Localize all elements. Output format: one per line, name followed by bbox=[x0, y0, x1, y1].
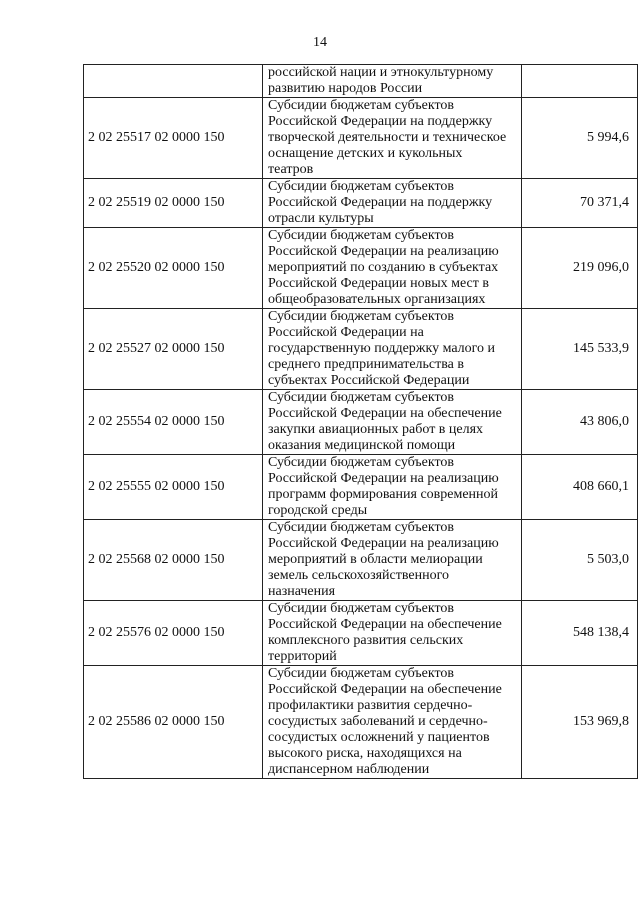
budget-code-cell: 2 02 25586 02 0000 150 bbox=[84, 666, 263, 779]
description-cell bbox=[263, 309, 522, 390]
description-cell bbox=[263, 666, 522, 779]
amount-cell: 70 371,4 bbox=[522, 179, 638, 228]
description-line: комплексного развития сельских bbox=[268, 633, 464, 648]
description-line: Субсидии бюджетам субъектов bbox=[268, 390, 455, 405]
description-line: назначения bbox=[268, 584, 336, 599]
description-line: оказания медицинской помощи bbox=[268, 438, 456, 453]
description-line: субъектах Российской Федерации bbox=[268, 373, 470, 388]
table-row bbox=[84, 228, 638, 309]
description-line: российской нации и этнокультурному bbox=[268, 65, 494, 80]
description-cell bbox=[263, 601, 522, 666]
description-line: Субсидии бюджетам субъектов bbox=[268, 666, 455, 681]
description-line: мероприятий в области мелиорации bbox=[268, 552, 483, 567]
budget-table bbox=[83, 64, 638, 779]
description-line: Субсидии бюджетам субъектов bbox=[268, 179, 455, 194]
budget-code-cell: 2 02 25554 02 0000 150 bbox=[84, 390, 263, 455]
description-line: отрасли культуры bbox=[268, 211, 374, 226]
amount-cell: 43 806,0 bbox=[522, 390, 638, 455]
description-line: Субсидии бюджетам субъектов bbox=[268, 228, 455, 243]
description-line: Субсидии бюджетам субъектов bbox=[268, 455, 455, 470]
description-line: Российской Федерации на обеспечение bbox=[268, 617, 502, 632]
description-line: высокого риска, находящихся на bbox=[268, 746, 462, 761]
description-line: сосудистых осложнений у пациентов bbox=[268, 730, 490, 745]
description-line: профилактики развития сердечно- bbox=[268, 698, 473, 713]
description-line: сосудистых заболеваний и сердечно- bbox=[268, 714, 488, 729]
description-line: Субсидии бюджетам субъектов bbox=[268, 309, 455, 324]
table-body bbox=[84, 65, 638, 779]
description-line: Субсидии бюджетам субъектов bbox=[268, 520, 455, 535]
amount-cell: 5 503,0 bbox=[522, 520, 638, 601]
description-line: творческой деятельности и техническое bbox=[268, 130, 507, 145]
budget-code-cell: 2 02 25568 02 0000 150 bbox=[84, 520, 263, 601]
description-line: среднего предпринимательства в bbox=[268, 357, 464, 372]
page-number: 14 bbox=[313, 35, 327, 50]
description-line: городской среды bbox=[268, 503, 368, 518]
amount-cell: 153 969,8 bbox=[522, 666, 638, 779]
description-line: Российской Федерации на обеспечение bbox=[268, 406, 502, 421]
description-line: Российской Федерации на реализацию bbox=[268, 471, 499, 486]
budget-code-cell: 2 02 25555 02 0000 150 bbox=[84, 455, 263, 520]
amount-cell: 548 138,4 bbox=[522, 601, 638, 666]
budget-code-cell bbox=[84, 65, 263, 98]
description-line: земель сельскохозяйственного bbox=[268, 568, 449, 583]
budget-code-cell: 2 02 25520 02 0000 150 bbox=[84, 228, 263, 309]
amount-cell: 5 994,6 bbox=[522, 98, 638, 179]
table-row bbox=[84, 666, 638, 779]
budget-code-cell: 2 02 25576 02 0000 150 bbox=[84, 601, 263, 666]
description-line: программ формирования современной bbox=[268, 487, 499, 502]
description-line: Российской Федерации на bbox=[268, 325, 424, 340]
table-row bbox=[84, 601, 638, 666]
amount-cell bbox=[522, 65, 638, 98]
table-row bbox=[84, 98, 638, 179]
description-line: Субсидии бюджетам субъектов bbox=[268, 98, 455, 113]
description-cell bbox=[263, 520, 522, 601]
description-cell bbox=[263, 65, 522, 98]
table-row bbox=[84, 390, 638, 455]
amount-cell: 408 660,1 bbox=[522, 455, 638, 520]
description-cell bbox=[263, 455, 522, 520]
budget-code-cell: 2 02 25519 02 0000 150 bbox=[84, 179, 263, 228]
description-line: Российской Федерации на обеспечение bbox=[268, 682, 502, 697]
description-line: государственную поддержку малого и bbox=[268, 341, 496, 356]
description-cell bbox=[263, 98, 522, 179]
description-line: общеобразовательных организациях bbox=[268, 292, 486, 307]
description-line: Субсидии бюджетам субъектов bbox=[268, 601, 455, 616]
description-line: диспансерном наблюдении bbox=[268, 762, 430, 777]
amount-cell: 219 096,0 bbox=[522, 228, 638, 309]
description-line: Российской Федерации на реализацию bbox=[268, 536, 499, 551]
budget-code-cell: 2 02 25517 02 0000 150 bbox=[84, 98, 263, 179]
table-row bbox=[84, 455, 638, 520]
table-row bbox=[84, 179, 638, 228]
description-line: Российской Федерации на реализацию bbox=[268, 244, 499, 259]
table-row bbox=[84, 65, 638, 98]
description-cell bbox=[263, 179, 522, 228]
amount-cell: 145 533,9 bbox=[522, 309, 638, 390]
description-line: оснащение детских и кукольных bbox=[268, 146, 463, 161]
description-line: мероприятий по созданию в субъектах bbox=[268, 260, 499, 275]
description-line: развитию народов России bbox=[268, 81, 423, 96]
description-line: Российской Федерации на поддержку bbox=[268, 195, 493, 210]
table-row bbox=[84, 520, 638, 601]
description-line: Российской Федерации новых мест в bbox=[268, 276, 489, 291]
description-line: театров bbox=[268, 162, 314, 177]
budget-code-cell: 2 02 25527 02 0000 150 bbox=[84, 309, 263, 390]
description-line: Российской Федерации на поддержку bbox=[268, 114, 493, 129]
description-line: закупки авиационных работ в целях bbox=[268, 422, 484, 437]
description-cell bbox=[263, 390, 522, 455]
description-cell bbox=[263, 228, 522, 309]
table-row bbox=[84, 309, 638, 390]
description-line: территорий bbox=[268, 649, 337, 664]
